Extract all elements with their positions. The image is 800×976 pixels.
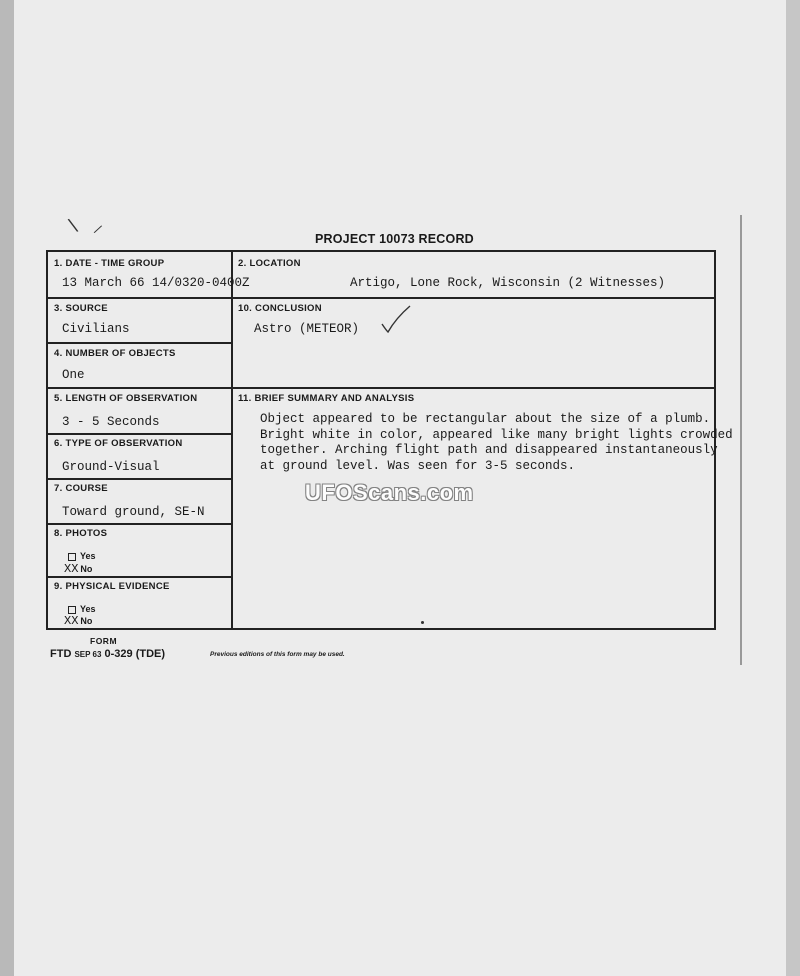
speck [421, 621, 424, 624]
conclusion-value: Astro (METEOR) [254, 322, 360, 336]
summary-line: at ground level. Was seen for 3-5 seconds. [260, 458, 576, 473]
physical-no-checkbox [64, 614, 92, 628]
pen-mark-small: / [92, 221, 104, 237]
summary-line: together. Arching flight path and disappeared instantaneously [260, 443, 718, 457]
summary-label: 11. BRIEF SUMMARY AND ANALYSIS [238, 393, 415, 404]
footer-sep: SEP 63 [74, 650, 102, 659]
row-divider [48, 576, 231, 578]
handwritten-check-icon [380, 304, 412, 334]
footer-form-word: FORM [90, 636, 118, 646]
source-label: 3. SOURCE [54, 303, 108, 314]
footer-ftd: FTD [50, 648, 72, 660]
type-obs-label: 6. TYPE OF OBSERVATION [54, 438, 183, 449]
row-divider [48, 297, 231, 299]
scan-edge-left [0, 0, 14, 976]
num-objects-label: 4. NUMBER OF OBJECTS [54, 348, 176, 359]
column-divider [231, 252, 233, 628]
checkbox-box [68, 606, 76, 614]
pen-mark: \ [66, 214, 80, 237]
location-value: Artigo, Lone Rock, Wisconsin (2 Witnesses) [350, 276, 666, 290]
photos-label: 8. PHOTOS [54, 528, 108, 539]
date-time-label: 1. DATE - TIME GROUP [54, 258, 165, 269]
course-value: Toward ground, SE-N [62, 505, 205, 519]
fold-line [740, 215, 742, 665]
photos-no-label: No [80, 564, 93, 574]
date-time-value: 13 March 66 14/0320-0400Z [62, 276, 250, 290]
photos-yes-label: Yes [80, 551, 96, 561]
conclusion-label: 10. CONCLUSION [238, 303, 322, 314]
physical-no-mark: XX [64, 614, 79, 628]
row-divider [48, 478, 231, 480]
scan-edge-right [786, 0, 800, 976]
checkbox-box [68, 553, 76, 561]
row-divider [48, 342, 231, 344]
photos-no-checkbox [64, 562, 92, 576]
footer-number: 0-329 (TDE) [104, 648, 166, 660]
record-form [46, 250, 733, 630]
source-value: Civilians [62, 322, 130, 336]
summary-line: Bright white in color, appeared like many bright lights crowded [260, 427, 733, 442]
row-divider [231, 297, 714, 299]
length-obs-value: 3 - 5 Seconds [62, 415, 160, 429]
physical-yes-checkbox [68, 604, 96, 614]
footer-note: Previous editions of this form may be used. [210, 651, 345, 658]
summary-text [260, 412, 740, 474]
photos-yes-checkbox [68, 551, 96, 561]
length-obs-label: 5. LENGTH OF OBSERVATION [54, 393, 198, 404]
photos-no-mark: XX [64, 562, 79, 576]
physical-no-label: No [80, 616, 93, 626]
row-divider [48, 523, 231, 525]
row-divider [231, 387, 714, 389]
watermark: UFOScans.com [305, 480, 474, 505]
summary-line: Object appeared to be rectangular about the size of a plumb. [260, 412, 711, 426]
location-label: 2. LOCATION [238, 258, 301, 269]
type-obs-value: Ground-Visual [62, 460, 160, 474]
footer-form-id [50, 648, 165, 660]
page-title: PROJECT 10073 RECORD [315, 232, 474, 246]
row-divider [48, 387, 231, 389]
num-objects-value: One [62, 368, 85, 382]
row-divider [48, 433, 231, 435]
physical-yes-label: Yes [80, 604, 96, 614]
course-label: 7. COURSE [54, 483, 108, 494]
physical-label: 9. PHYSICAL EVIDENCE [54, 581, 170, 592]
